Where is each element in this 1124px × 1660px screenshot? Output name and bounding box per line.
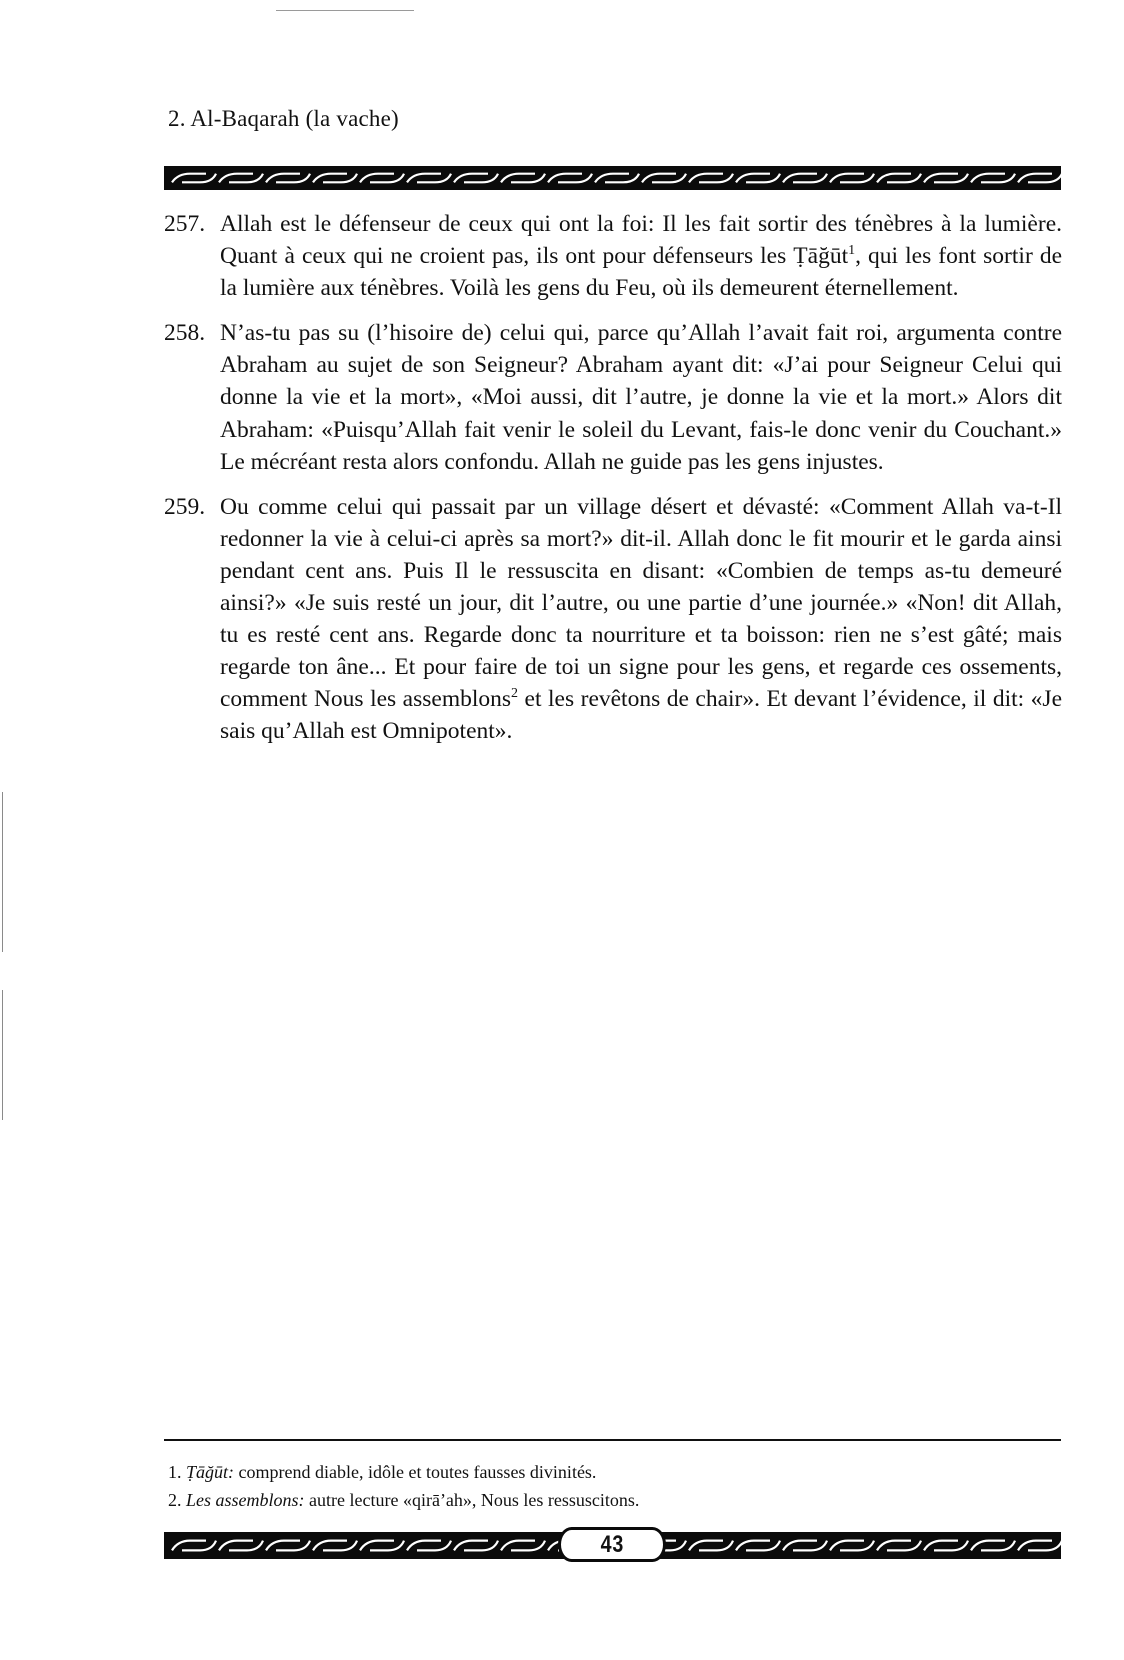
footnote-2	[168, 1486, 1058, 1514]
interlace-link	[454, 174, 498, 183]
interlace-link	[830, 1541, 874, 1551]
verse-259	[164, 491, 1062, 748]
footnote-ref: 1	[848, 243, 856, 259]
verse-text: N’as-tu pas su (l’hisoire de) celui qui, parce qu’Allah l’avait fait roi, argumenta contre Abraham au sujet de son Seigneur? Abraham ayant dit: «J’ai pour Seigneur Celui qui donne la vie et la mort», «Moi aussi, dit l’autre, je donne la vie et la mort.» Alors dit Abraham: «Puisqu’Allah fait venir le soleil du Levant, fais-le donc venir du Couchant.» Le mécréant resta alors confondu. Allah ne guide pas les gens injustes.	[220, 320, 1062, 475]
interlace-link	[454, 1541, 498, 1551]
chapter-header: 2. Al-Baqarah (la vache)	[168, 106, 399, 131]
verse-text-part: et les revêtons de chair». Et devant l’évidence, il dit: «Je sais qu’Allah est Omnipotent».	[220, 686, 1063, 745]
footnote-text: autre lecture «qirā’ah», Nous les ressuscitons.	[304, 1490, 640, 1510]
interlace-link	[924, 1541, 968, 1551]
interlace-link	[830, 174, 874, 183]
interlace-link	[642, 174, 686, 183]
verse-257	[164, 208, 1062, 304]
interlace-link	[1018, 174, 1061, 183]
interlace-link	[1018, 1541, 1061, 1551]
footnote-ref: 2	[511, 686, 519, 702]
verse-258	[164, 317, 1062, 477]
verse-text-part: Allah est le défenseur de ceux qui ont la foi: Il les fait sortir des ténèbres à la lumière. Quant à ceux qui ne croient pas, ils ont pour défenseurs les Ṭāğūt	[220, 211, 1062, 270]
verse-text-part: , qui les font sortir de la lumière aux ténèbres. Voilà les gens du Feu, où ils demeurent éternellement.	[220, 243, 1062, 302]
interlace-link	[501, 174, 545, 183]
verse-list	[164, 208, 1062, 761]
footnote-text: comprend diable, idôle et toutes fausses divinités.	[234, 1462, 597, 1482]
interlace-link	[689, 1541, 733, 1551]
footnote-separator	[164, 1439, 1061, 1441]
interlace-link	[407, 1541, 451, 1551]
interlace-link	[971, 174, 1015, 183]
interlace-link	[736, 1541, 780, 1551]
interlace-link	[219, 1541, 263, 1551]
footnote-1	[168, 1458, 1058, 1486]
interlace-link	[172, 1541, 216, 1551]
interlace-link	[501, 1541, 545, 1551]
verse-text-part: Ou comme celui qui passait par un village désert et dévasté: «Comment Allah va-t-Il redonner la vie à celui-ci après sa mort?» dit-il. Allah donc le fit mourir et le garda ainsi pendant cent ans. Puis Il le ressuscita en disant: «Combien de temps as-tu demeuré ainsi?» «Je suis resté un jour, dit l’autre, ou une partie d’une journée.» «Non! dit Allah, tu es resté cent ans. Regarde donc ta nourriture et ta boisson: rien ne s’est gâté; mais regarde ton âne... Et pour faire de toi un signe pour les gens, et regarde ces ossements, comment Nous les assemblons	[220, 493, 1062, 713]
interlace-link	[266, 1541, 310, 1551]
footnotes	[168, 1458, 1058, 1514]
verse-number: 258.	[164, 320, 206, 347]
interlace-link	[219, 174, 263, 183]
interlace-link	[736, 174, 780, 183]
top-edge-rule	[276, 10, 414, 11]
interlace-link	[689, 174, 733, 183]
verse-text	[220, 208, 1062, 304]
margin-scan-mark	[2, 990, 3, 1120]
page-number-plate	[558, 1527, 666, 1562]
interlace-link	[548, 174, 592, 183]
interlace-link	[924, 174, 968, 183]
footnote-number: 2.	[168, 1490, 182, 1510]
interlace-link	[172, 174, 216, 183]
footnote-number: 1.	[168, 1462, 182, 1482]
page-number: 43	[600, 1530, 624, 1558]
interlace-link	[313, 1541, 357, 1551]
interlace-link	[783, 1541, 827, 1551]
verse-number: 257.	[164, 211, 206, 237]
interlace-link	[877, 1541, 921, 1551]
footnote-term: Les assemblons:	[186, 1490, 305, 1510]
verse-number: 259.	[164, 493, 206, 520]
footnote-term: Ṭāğūt:	[186, 1462, 235, 1482]
interlace-link	[595, 174, 639, 183]
interlace-link	[407, 174, 451, 183]
interlace-link	[313, 174, 357, 183]
interlace-link	[783, 174, 827, 183]
interlace-link	[971, 1541, 1015, 1551]
interlace-link	[877, 174, 921, 183]
verse-text	[220, 491, 1062, 748]
interlace-link	[360, 174, 404, 183]
top-ornament-band	[164, 166, 1061, 190]
margin-scan-mark	[2, 792, 3, 952]
interlace-link	[360, 1541, 404, 1551]
interlace-link	[266, 174, 310, 183]
